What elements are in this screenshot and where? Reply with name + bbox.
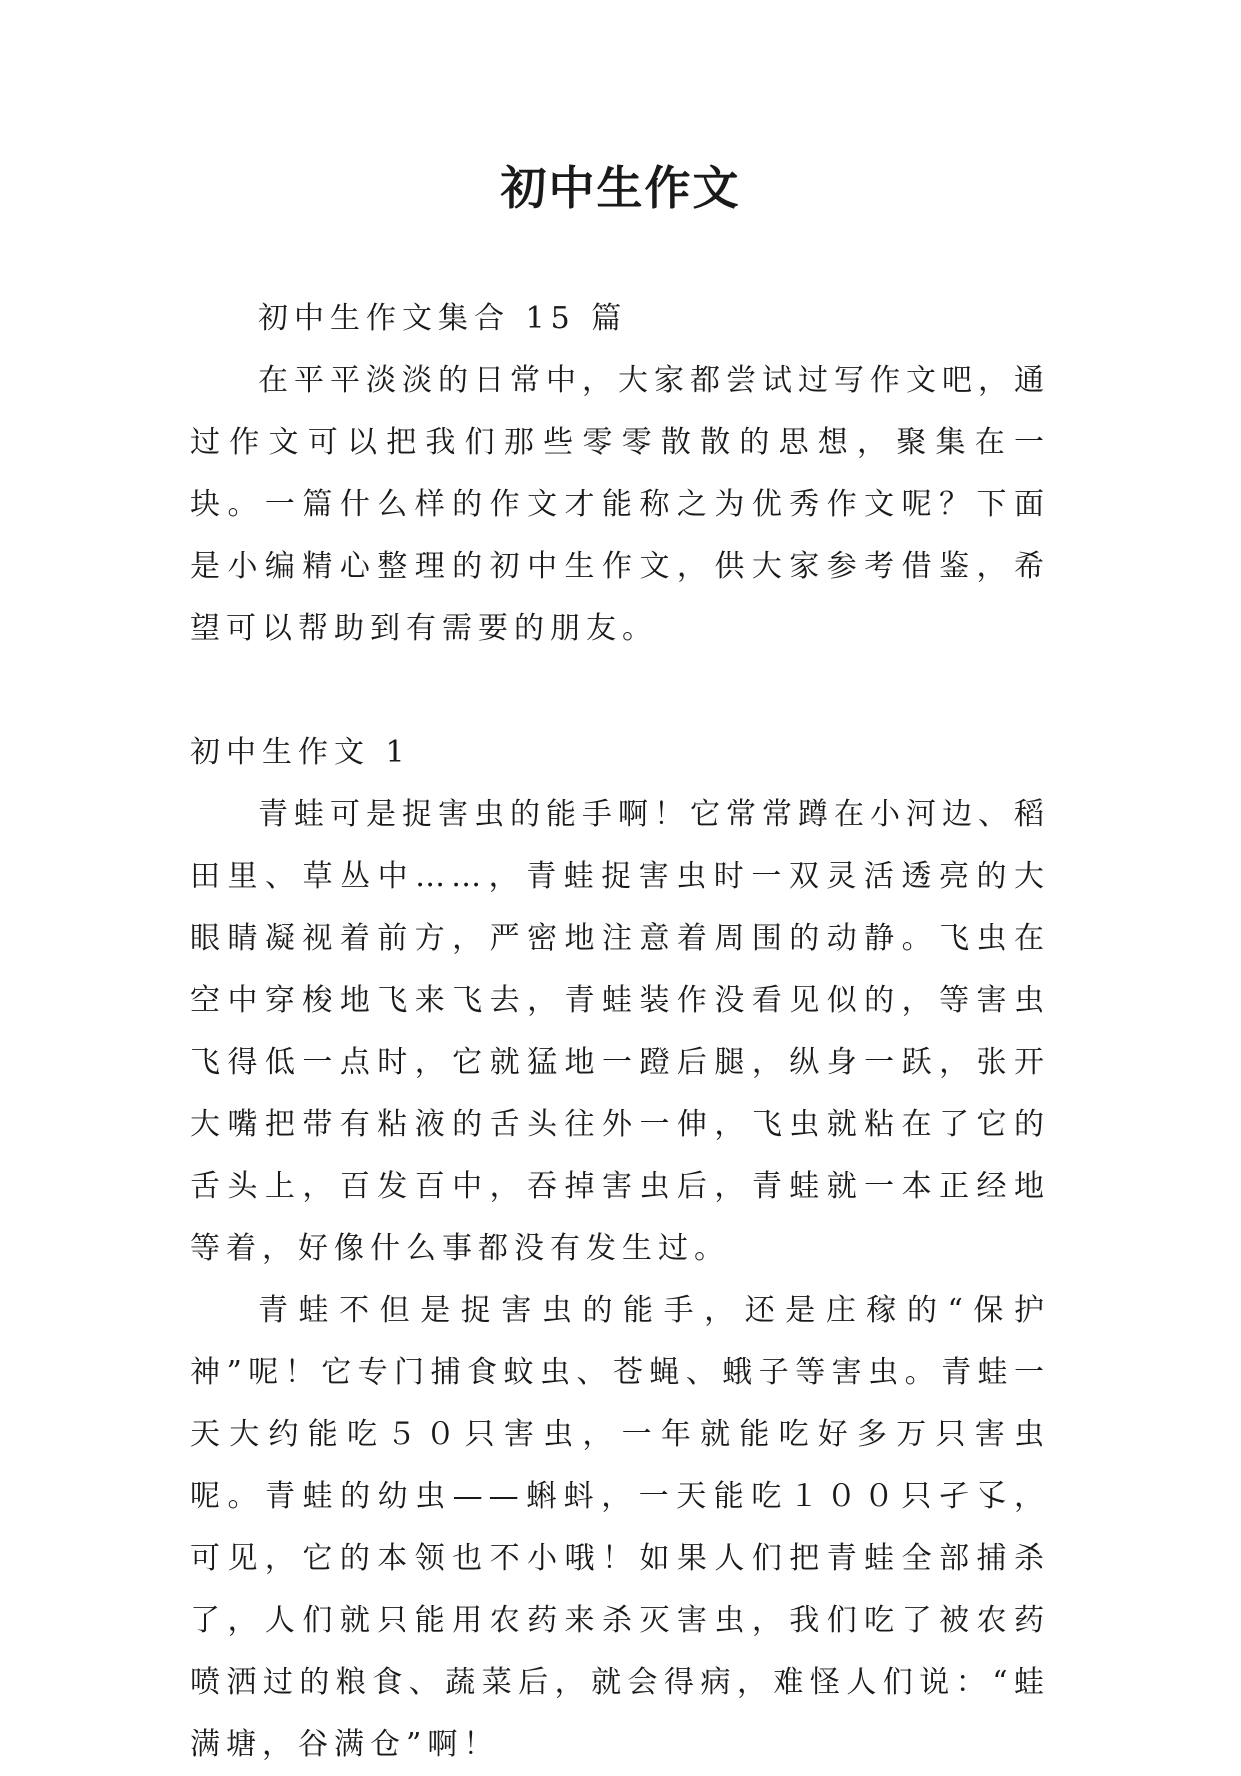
section-heading: 初中生作文 1	[190, 735, 411, 770]
collection-subtitle: 初中生作文集合 15 篇	[258, 301, 628, 336]
section-paragraph: 青蛙不但是捉害虫的能手，还是庄稼的“保护神”呢！它专门捕食蚊虫、苍蝇、蛾子等害虫。青蛙一天大约能吃５０只害虫，一年就能吃好多万只害虫呢。青蛙的幼虫——蝌蚪，一天能吃１００只孑孓，可见，它的本领也不小哦！如果人们把青蛙全部捕杀了，人们就只能用农药来杀灭害虫，我们吃了被农药喷洒过的粮食、蔬菜后，就会得病，难怪人们说：“蛙满塘，谷满仓”啊！	[190, 1293, 1050, 1762]
section-paragraph: 青蛙可是捉害虫的能手啊！它常常蹲在小河边、稻田里、草丛中……，青蛙捉害虫时一双灵活透亮的大眼睛凝视着前方，严密地注意着周围的动静。飞虫在空中穿梭地飞来飞去，青蛙装作没看见似的，等害虫飞得低一点时，它就猛地一蹬后腿，纵身一跃，张开大嘴把带有粘液的舌头往外一伸，飞虫就粘在了它的舌头上，百发百中，吞掉害虫后，青蛙就一本正经地等着，好像什么事都没有发生过。	[190, 797, 1050, 1266]
document-body	[190, 288, 1050, 1776]
intro-paragraph: 在平平淡淡的日常中，大家都尝试过写作文吧，通过作文可以把我们那些零零散散的思想，聚集在一块。一篇什么样的作文才能称之为优秀作文呢？下面是小编精心整理的初中生作文，供大家参考借鉴，希望可以帮助到有需要的朋友。	[190, 363, 1050, 646]
document-title: 初中生作文	[500, 161, 741, 215]
